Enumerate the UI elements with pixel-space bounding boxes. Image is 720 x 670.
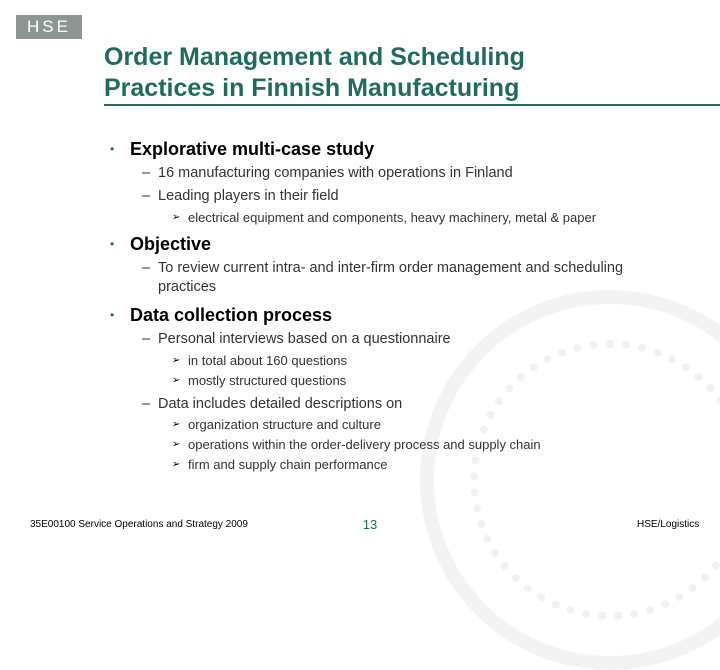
- section-heading-study: Explorative multi-case study: [130, 139, 375, 159]
- title-line-1: Order Management and Scheduling: [104, 43, 525, 71]
- arrow-bullet-icon: ➢: [172, 439, 181, 450]
- footer-course: 35E00100 Service Operations and Strategy 2009: [30, 519, 248, 530]
- sub-list-item: electrical equipment and components, heavy machinery, metal & paper: [188, 210, 597, 225]
- arrow-bullet-icon: ➢: [172, 459, 181, 470]
- section-heading-data-collection: Data collection process: [130, 305, 333, 325]
- arrow-bullet-icon: ➢: [172, 212, 181, 223]
- dash-icon: –: [142, 331, 151, 347]
- list-item: 16 manufacturing companies with operations in Finland: [158, 165, 513, 181]
- sub-list-item: firm and supply chain performance: [188, 457, 388, 472]
- arrow-bullet-icon: ➢: [172, 355, 181, 366]
- dash-icon: –: [142, 165, 151, 181]
- sub-list-item: organization structure and culture: [188, 417, 381, 432]
- bullet-icon: •: [110, 142, 115, 156]
- sub-list-item: mostly structured questions: [188, 373, 347, 388]
- arrow-bullet-icon: ➢: [172, 419, 181, 430]
- list-item: Data includes detailed descriptions on: [158, 396, 403, 412]
- dash-icon: –: [142, 396, 151, 412]
- list-item: Personal interviews based on a questionnaire: [158, 331, 451, 347]
- bullet-icon: •: [110, 308, 115, 322]
- sub-list-item: in total about 160 questions: [188, 353, 348, 368]
- dash-icon: –: [142, 188, 151, 204]
- page-number: 13: [362, 517, 378, 532]
- hse-logo: HSE: [16, 15, 82, 39]
- arrow-bullet-icon: ➢: [172, 375, 181, 386]
- footer-department: HSE/Logistics: [637, 519, 700, 530]
- list-item: To review current intra- and inter-firm order management and scheduling: [158, 260, 624, 276]
- slide-title: [104, 42, 664, 104]
- list-item: Leading players in their field: [158, 188, 339, 204]
- list-item-continuation: practices: [158, 279, 217, 295]
- title-underline: [104, 104, 720, 106]
- section-heading-objective: Objective: [130, 234, 212, 254]
- dash-icon: –: [142, 260, 151, 276]
- title-line-2: Practices in Finnish Manufacturing: [104, 74, 520, 102]
- sub-list-item: operations within the order-delivery process and supply chain: [188, 437, 541, 452]
- bullet-icon: •: [110, 237, 115, 251]
